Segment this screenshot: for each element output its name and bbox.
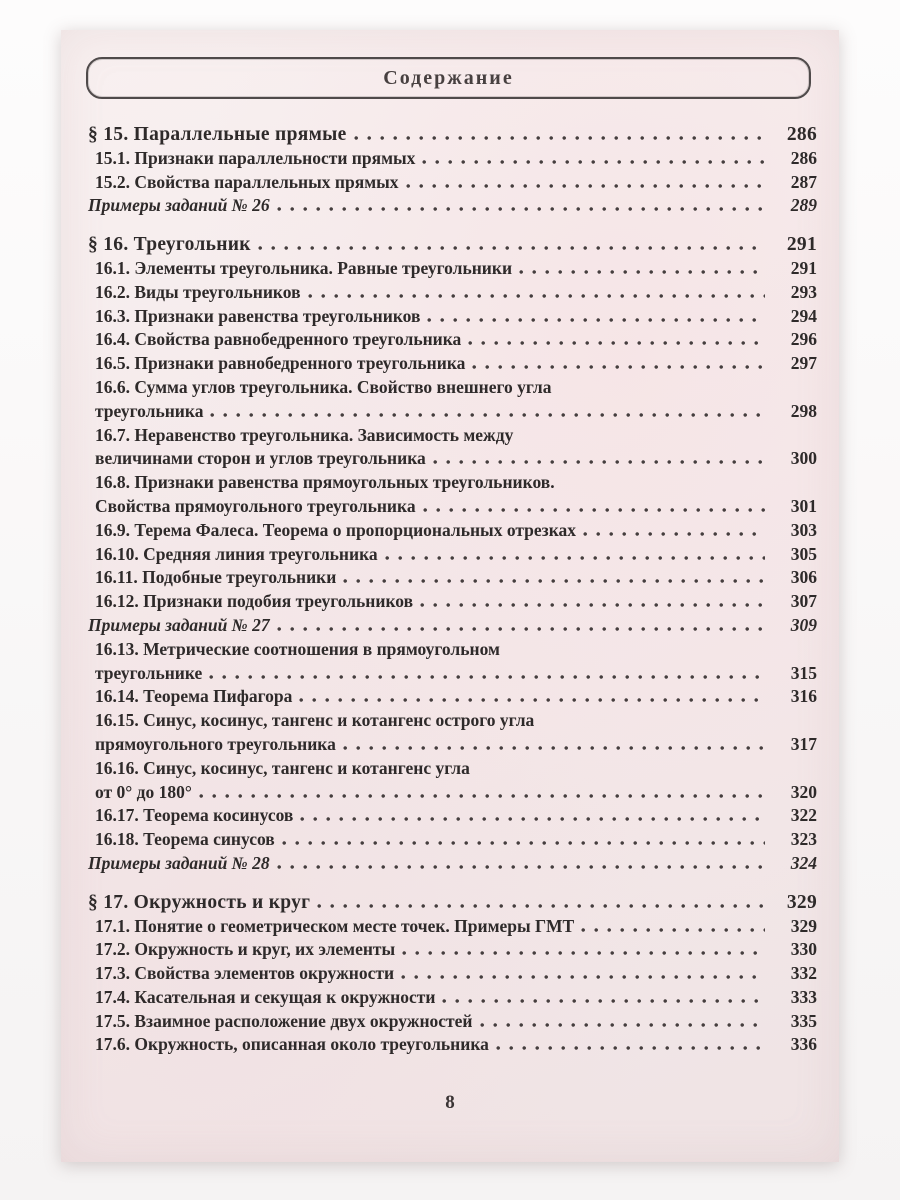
toc-entry-page: 315 xyxy=(790,662,817,683)
toc-entry-line: 16.15. Синус, косинус, тангенс и котангенс острого угла xyxy=(95,710,535,731)
dot-leader xyxy=(343,579,765,583)
toc-entry-title: Примеры заданий № 27 xyxy=(88,614,270,635)
dot-leader xyxy=(282,841,765,845)
toc-section-entry xyxy=(88,123,817,147)
toc-entry xyxy=(88,685,817,709)
toc-entry-row xyxy=(88,233,817,257)
toc-entry-row xyxy=(95,171,817,195)
dot-leader xyxy=(442,999,765,1003)
page-number: 8 xyxy=(445,1092,455,1113)
dot-leader xyxy=(308,294,765,298)
toc-entry-title: § 16. Треугольник xyxy=(88,234,251,256)
toc-entry-line: 16.6. Сумма углов треугольника. Свойство внешнего угла xyxy=(95,376,552,397)
toc-entry-title: Свойства прямоугольного треугольника xyxy=(95,495,416,516)
dot-leader xyxy=(277,627,765,631)
toc-entry-title: 16.10. Средняя линия треугольника xyxy=(95,543,378,564)
toc-entry-title: 16.11. Подобные треугольники xyxy=(95,567,337,588)
toc-entry-page: 316 xyxy=(790,686,817,707)
toc-entry xyxy=(88,171,817,195)
dot-leader xyxy=(300,817,765,821)
toc-entry xyxy=(88,281,817,305)
toc-entry-row xyxy=(95,915,817,939)
toc-entry xyxy=(88,915,817,939)
toc-entry xyxy=(88,986,817,1010)
toc-entry xyxy=(88,757,817,805)
toc-entry xyxy=(88,804,817,828)
toc-entry xyxy=(88,590,817,614)
dot-leader xyxy=(210,413,765,417)
toc-entry xyxy=(88,328,817,352)
toc-entry-title: 16.18. Теорема синусов xyxy=(95,829,275,850)
toc-entry-page: 298 xyxy=(790,400,817,421)
dot-leader xyxy=(401,975,765,979)
dot-leader xyxy=(258,246,765,250)
dot-leader xyxy=(354,136,765,140)
toc-entry xyxy=(88,962,817,986)
toc-entry-row xyxy=(95,495,817,519)
toc-entry-line: 16.16. Синус, косинус, тангенс и котангенс угла xyxy=(95,757,470,778)
toc-entry-row xyxy=(95,781,817,805)
toc-entry-row xyxy=(95,447,817,471)
dot-leader xyxy=(422,160,765,164)
toc-entry-page: 320 xyxy=(790,781,817,802)
dot-leader xyxy=(209,675,765,679)
toc-entry-row xyxy=(95,328,817,352)
dot-leader xyxy=(277,207,765,211)
toc-entry-row xyxy=(95,1033,817,1057)
dot-leader xyxy=(423,508,765,512)
toc-entry-title: 17.1. Понятие о геометрическом месте точек. Примеры ГМТ xyxy=(95,915,575,936)
toc-entry-title: треугольника xyxy=(95,400,204,421)
toc-entry-row xyxy=(95,733,817,757)
toc-entry-page: 317 xyxy=(790,733,817,754)
toc-entry-title: 17.4. Касательная и секущая к окружности xyxy=(95,986,436,1007)
toc-entry-page: 324 xyxy=(790,852,817,873)
toc-entry-page: 307 xyxy=(790,591,817,612)
dot-leader xyxy=(468,341,765,345)
book-page xyxy=(61,30,839,1162)
toc-entry-page: 329 xyxy=(790,915,817,936)
toc-entry-row xyxy=(88,891,817,915)
toc-entry xyxy=(88,566,817,590)
toc-entry xyxy=(88,352,817,376)
toc-entry-page: 303 xyxy=(790,519,817,540)
toc-entry-title: 16.5. Признаки равнобедренного треугольника xyxy=(95,353,466,374)
toc-entry-row xyxy=(95,400,817,424)
toc-entry-title: 17.6. Окружность, описанная около треугольника xyxy=(95,1034,489,1055)
toc-entry-title: 16.4. Свойства равнобедренного треугольника xyxy=(95,329,462,350)
toc-entry-page: 330 xyxy=(790,939,817,960)
toc-entry xyxy=(88,614,817,638)
toc-entry-title: Примеры заданий № 28 xyxy=(88,852,270,873)
dot-leader xyxy=(277,865,765,869)
toc-entry-page: 323 xyxy=(790,829,817,850)
dot-leader xyxy=(420,603,765,607)
dot-leader xyxy=(480,1023,766,1027)
toc-entry-page: 333 xyxy=(790,986,817,1007)
toc-entry-row xyxy=(95,662,817,686)
toc-entry xyxy=(88,424,817,472)
toc-entry-page: 289 xyxy=(790,195,817,216)
toc-entry-row xyxy=(88,123,817,147)
toc-entry-title: 16.12. Признаки подобия треугольников xyxy=(95,591,414,612)
toc-entry-title: 17.5. Взаимное расположение двух окружностей xyxy=(95,1010,473,1031)
toc-entry-page: 296 xyxy=(790,329,817,350)
dot-leader xyxy=(583,532,765,536)
toc-entry-row xyxy=(95,147,817,171)
toc-entry-row xyxy=(95,590,817,614)
toc-entry-row xyxy=(95,519,817,543)
dot-leader xyxy=(199,794,765,798)
toc-entry xyxy=(88,147,817,171)
toc-entry xyxy=(88,1010,817,1034)
toc-entry-title: § 17. Окружность и круг xyxy=(88,891,311,913)
toc-entry-title: величинами сторон и углов треугольника xyxy=(95,448,426,469)
toc-entry-page: 332 xyxy=(790,963,817,984)
dot-leader xyxy=(343,746,765,750)
dot-leader xyxy=(402,951,765,955)
toc-entry-line: 16.13. Метрические соотношения в прямоугольном xyxy=(95,638,500,659)
toc-entry-title: 17.3. Свойства элементов окружности xyxy=(95,963,395,984)
toc-entry-row xyxy=(95,938,817,962)
toc-entry-page: 301 xyxy=(790,495,817,516)
toc-entry xyxy=(88,376,817,424)
toc-entry-row xyxy=(88,614,817,638)
toc-entry-row xyxy=(95,257,817,281)
toc-entry xyxy=(88,471,817,519)
toc-entry-title: 16.3. Признаки равенства треугольников xyxy=(95,305,421,326)
dot-leader xyxy=(406,184,765,188)
toc-entry-title: треугольнике xyxy=(95,662,203,683)
toc-entry-page: 293 xyxy=(790,281,817,302)
toc-entry-title: § 15. Параллельные прямые xyxy=(88,124,347,145)
toc-entry-row xyxy=(95,828,817,852)
toc-entry-page: 291 xyxy=(786,234,817,256)
contents-title: Содержание xyxy=(383,66,514,89)
toc-entry-page: 305 xyxy=(790,543,817,564)
toc-entry-title: 16.17. Теорема косинусов xyxy=(95,805,294,826)
toc-entry-row xyxy=(95,685,817,709)
toc-entry-page: 291 xyxy=(790,257,817,278)
toc-entry xyxy=(88,709,817,757)
toc-entry-page: 294 xyxy=(790,305,817,326)
toc-entry xyxy=(88,257,817,281)
dot-leader xyxy=(472,365,765,369)
toc-section-entry xyxy=(88,233,817,257)
toc-entry-title: 16.9. Терема Фалеса. Теорема о пропорциональных отрезках xyxy=(95,519,577,540)
toc-entry xyxy=(88,852,817,876)
toc-entry xyxy=(88,305,817,329)
toc-entry-row xyxy=(95,281,817,305)
toc-entry-line: 16.7. Неравенство треугольника. Зависимость между xyxy=(95,424,514,445)
toc-entry xyxy=(88,938,817,962)
toc-entry-title: 16.1. Элементы треугольника. Равные треугольники xyxy=(95,257,513,278)
toc-entry-title: 16.2. Виды треугольников xyxy=(95,281,301,302)
toc-entry-page: 286 xyxy=(786,124,817,145)
dot-leader xyxy=(581,928,765,932)
toc-entry xyxy=(88,543,817,567)
toc-entry-title: 16.14. Теорема Пифагора xyxy=(95,686,293,707)
toc-entry-row xyxy=(95,1010,817,1034)
toc-entry-row xyxy=(95,804,817,828)
toc-entry-title: 17.2. Окружность и круг, их элементы xyxy=(95,939,396,960)
dot-leader xyxy=(299,698,765,702)
toc-entry xyxy=(88,519,817,543)
toc-entry-row xyxy=(95,962,817,986)
toc-entry-page: 300 xyxy=(790,448,817,469)
dot-leader xyxy=(317,904,765,908)
contents-header-box xyxy=(86,57,811,99)
toc-entry-row xyxy=(95,543,817,567)
toc-section-entry xyxy=(88,891,817,915)
toc-entry-page: 329 xyxy=(786,891,817,913)
toc-entry xyxy=(88,828,817,852)
toc-entry-page: 306 xyxy=(790,567,817,588)
toc-entry-row xyxy=(95,352,817,376)
toc-entry-row xyxy=(95,986,817,1010)
toc-entry-title: от 0° до 180° xyxy=(95,781,192,802)
toc-entry-page: 335 xyxy=(790,1010,817,1031)
dot-leader xyxy=(385,556,765,560)
toc-entry-page: 309 xyxy=(790,614,817,635)
toc-entry-row xyxy=(88,194,817,218)
toc-entry-page: 286 xyxy=(790,147,817,168)
toc-entry-row xyxy=(95,566,817,590)
toc-entry-page: 322 xyxy=(790,805,817,826)
dot-leader xyxy=(519,270,765,274)
toc-entry-title: 15.1. Признаки параллельности прямых xyxy=(95,147,416,168)
toc-entry-title: Примеры заданий № 26 xyxy=(88,195,270,216)
toc-entry xyxy=(88,1033,817,1057)
toc-list xyxy=(88,123,817,1057)
toc-entry-page: 287 xyxy=(790,171,817,192)
toc-entry xyxy=(88,638,817,686)
toc-entry xyxy=(88,194,817,218)
toc-entry-page: 336 xyxy=(790,1034,817,1055)
toc-entry-title: 15.2. Свойства параллельных прямых xyxy=(95,171,399,192)
toc-entry-title: прямоугольного треугольника xyxy=(95,733,336,754)
dot-leader xyxy=(496,1046,765,1050)
dot-leader xyxy=(427,318,765,322)
toc-entry-page: 297 xyxy=(790,353,817,374)
toc-entry-row xyxy=(88,852,817,876)
toc-entry-row xyxy=(95,305,817,329)
dot-leader xyxy=(433,460,765,464)
toc-entry-line: 16.8. Признаки равенства прямоугольных треугольников. xyxy=(95,472,555,493)
